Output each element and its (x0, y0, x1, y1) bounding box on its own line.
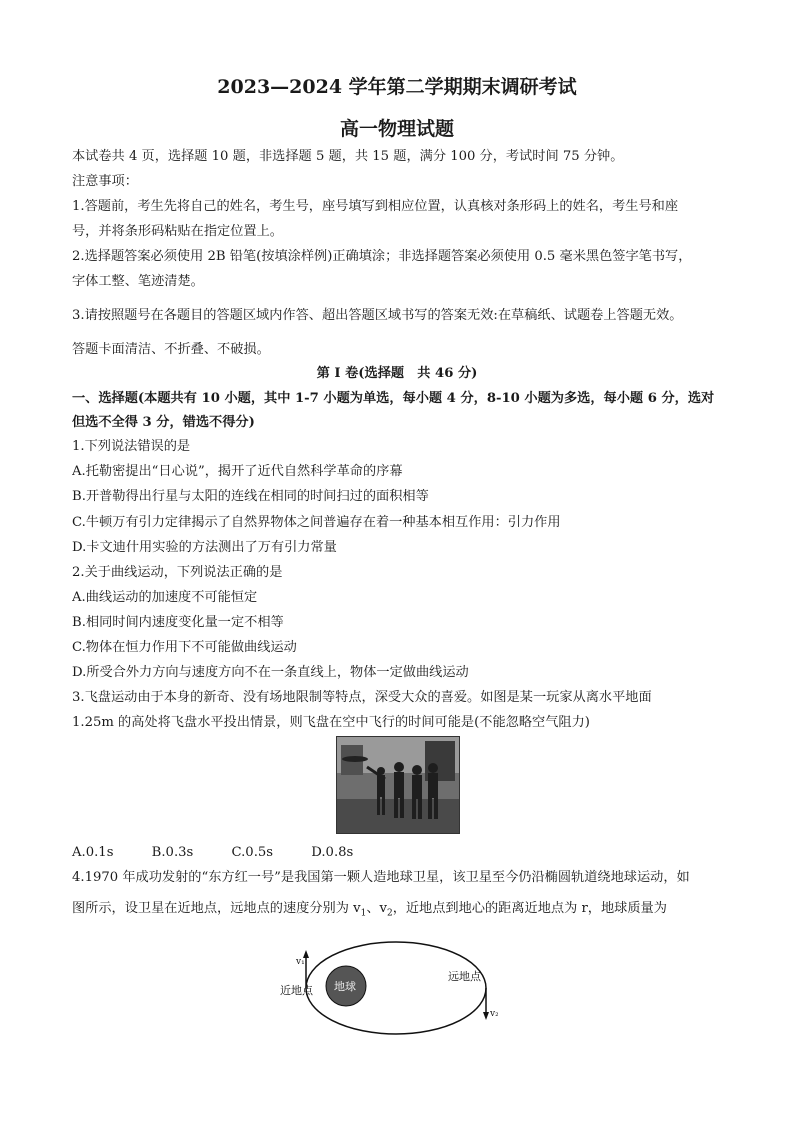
perigee-label: 近地点 (280, 984, 313, 997)
q2-option-a: A.曲线运动的加速度不可能恒定 (72, 590, 258, 605)
note-3: 3.请按照题号在各题目的答题区域内作答、超出答题区域书写的答案无效:在草稿纸、试题卷上答题无效。 (72, 308, 683, 323)
q2-option-d: D.所受合外力方向与速度方向不在一条直线上，物体一定做曲线运动 (72, 665, 469, 680)
q3-options (72, 845, 387, 860)
v1-label: v₁ (296, 957, 305, 967)
apogee-label: 远地点 (448, 970, 481, 983)
q1-option-b: B.开普勒得出行星与太阳的连线在相同的时间扫过的面积相等 (72, 489, 429, 504)
q3-option-d: D.0.8s (311, 845, 354, 860)
q1-option-a: A.托勒密提出“日心说”，揭开了近代自然科学革命的序幕 (72, 464, 403, 479)
frisbee-scene-graphic (337, 737, 459, 833)
section-title: 第 I 卷(选择题 共 46 分) (316, 366, 478, 381)
q4-stem-a: 4.1970 年成功发射的“东方红一号”是我国第一颗人造地球卫星，该卫星至今仍沿椭圆轨道绕地球运动，如 (72, 870, 690, 885)
v2-arrow-head (483, 1012, 489, 1020)
q2-option-b: B.相同时间内速度变化量一定不相等 (72, 615, 284, 630)
q3-stem-a: 3.飞盘运动由于本身的新奇、没有场地限制等特点，深受大众的喜爱。如图是某一玩家从离水平地面 (72, 690, 652, 705)
note-1b: 号，并将条形码粘贴在指定位置上。 (72, 224, 283, 239)
q4-stem-b: 图所示，设卫星在近地点，远地点的速度分别为 $v_1$、$v_2$，近地点到地心的距离近地点为 r，地球质量为 (72, 901, 667, 919)
q1-option-c: C.牛顿万有引力定律揭示了自然界物体之间普遍存在着一种基本相互作用：引力作用 (72, 515, 561, 530)
note-1a: 1.答题前，考生先将自己的姓名，考生号，座号填写到相应位置，认真核对条形码上的姓名，考生号和座 (72, 199, 679, 214)
q3-option-b: B.0.3s (151, 845, 194, 860)
q1-stem: 1.下列说法错误的是 (72, 439, 191, 454)
orbit-diagram (268, 940, 498, 1040)
section-heading-b: 但选不全得 3 分，错选不得分) (72, 415, 255, 430)
intro-text: 本试卷共 4 页，选择题 10 题，非选择题 5 题，共 15 题，满分 100 分，考试时间 75 分钟。 (72, 149, 624, 164)
q3-option-c: C.0.5s (231, 845, 274, 860)
q2-stem: 2.关于曲线运动，下列说法正确的是 (72, 565, 283, 580)
q3-option-a: A.0.1s (72, 845, 114, 860)
q3-stem-b: 1.25m 的高处将飞盘水平投出情景，则飞盘在空中飞行的时间可能是(不能忽略空气阻力) (72, 715, 590, 730)
section-heading-a: 一、选择题(本题共有 10 小题，其中 1-7 小题为单选，每小题 4 分，8-10 小题为多选，每小题 6 分，选对 (72, 391, 715, 406)
q1-option-d: D.卡文迪什用实验的方法测出了万有引力常量 (72, 540, 337, 555)
orbit-svg (268, 940, 498, 1040)
note-4: 答题卡面清洁、不折叠、不破损。 (72, 342, 270, 357)
note-2a: 2.选择题答案必须使用 2B 铅笔(按填涂样例)正确填涂；非选择题答案必须使用 0.5 毫米黑色签字笔书写， (72, 249, 692, 264)
frisbee-photo (336, 736, 460, 834)
exam-title: 2023—2024 学年第二学期期末调研考试 (217, 76, 577, 98)
v2-label: v₂ (490, 1009, 498, 1019)
q2-option-c: C.物体在恒力作用下不可能做曲线运动 (72, 640, 297, 655)
exam-subtitle: 高一物理试题 (339, 118, 454, 140)
note-2b: 字体工整、笔迹清楚。 (72, 274, 204, 289)
earth-label: 地球 (334, 980, 356, 993)
notes-label: 注意事项： (72, 174, 138, 189)
